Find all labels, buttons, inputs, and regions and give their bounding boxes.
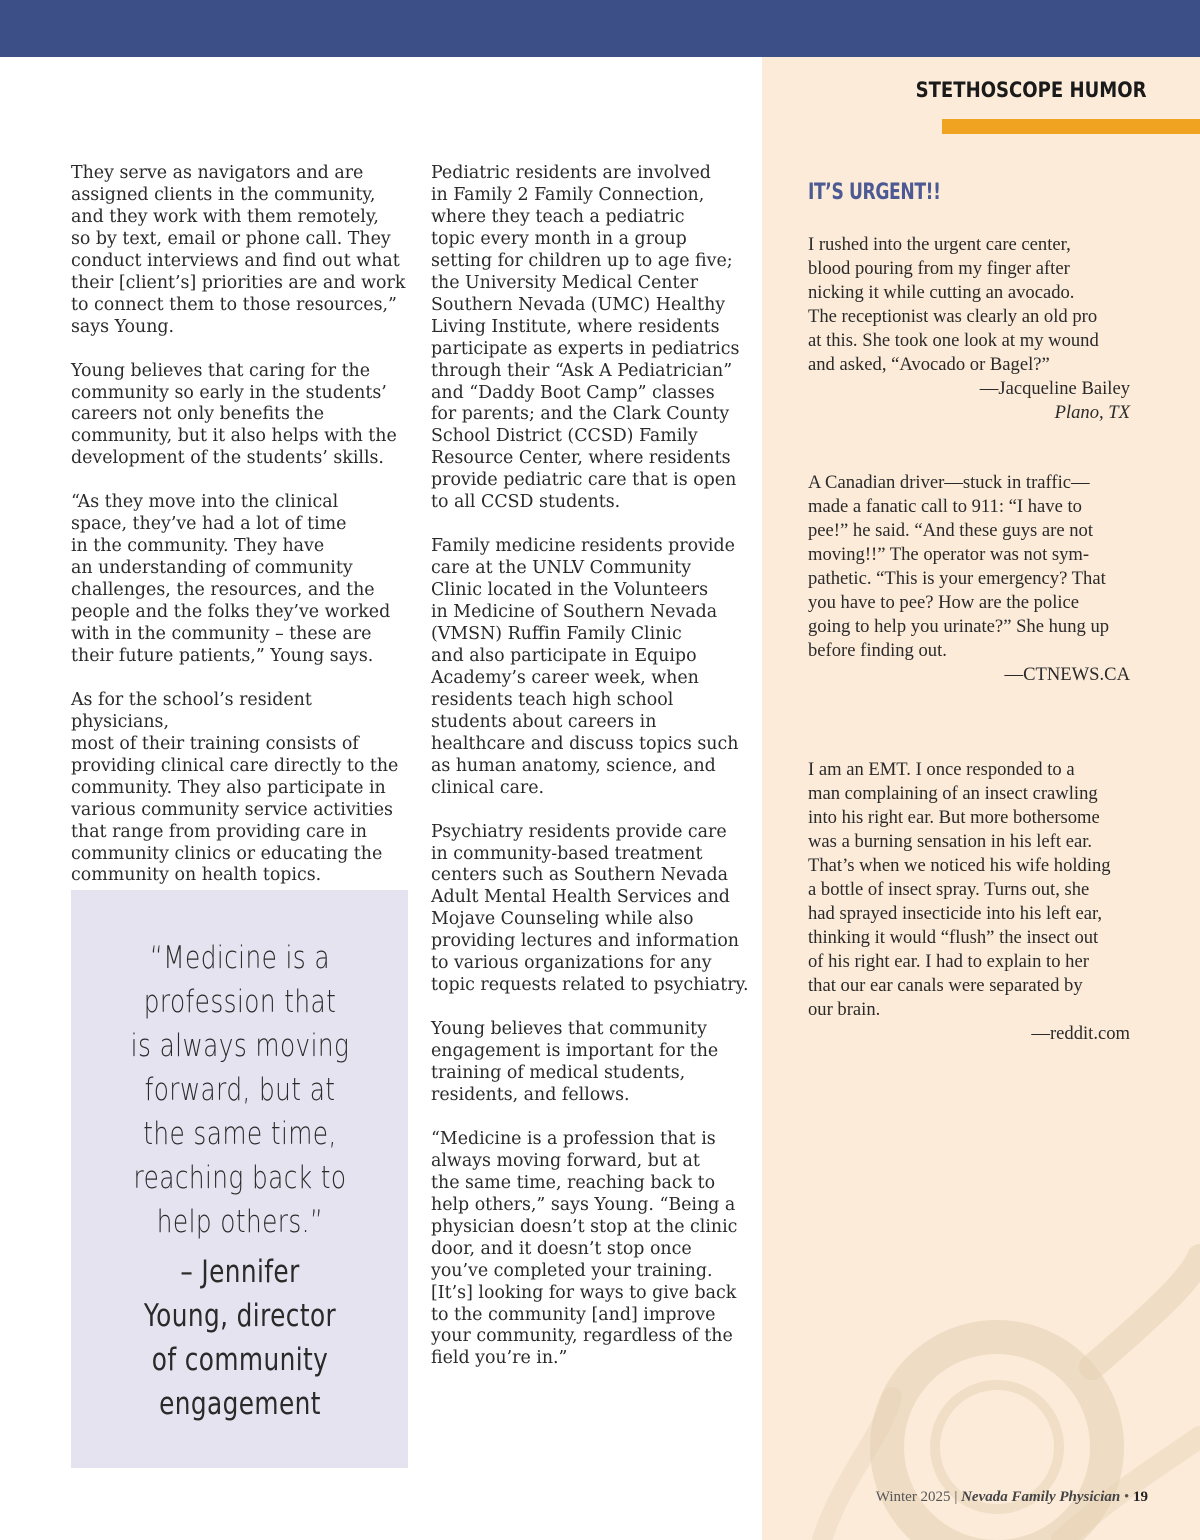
joke-source: —CTNEWS.CA	[1004, 664, 1130, 685]
joke-text: A Canadian driver—stuck in traffic— made a fanatic call to 911: “I have to pee!” he said. “And these guys are not moving!!” The operator was not sym- pathetic. “This is your emergency? That you have to pee? How are the police going to help you urinate?” She hung up before finding out.	[808, 472, 1110, 661]
pull-quote-text: “Medicine is a profession that is always moving forward, but at the same time, reaching back to help others.”	[130, 940, 350, 1240]
article-paragraph: “Medicine is a profession that is always moving forward, but at the same time, reaching back to help others,” says Young. “Being a physician doesn’t stop at the clinic door, and it doesn’t stop once you’ve completed your training. [It’s] looking for ways to give back to the community [and] improve your community, regardless of the field you’re in.”	[431, 1128, 738, 1369]
joke-text: I am an EMT. I once responded to a man complaining of an insect crawling into his right ear. But more bothersome was a burning sensation in his left ear. That’s when we noticed his wife holding a bottle of insect spray. Turns out, she had sprayed insecticide into his left ear, thinking it would “flush” the insect out of his right ear. I had to explain to her that our ear canals were separated by our brain.	[808, 759, 1111, 1020]
joke-location: Plano, TX	[1054, 402, 1130, 423]
pull-quote-attribution: – Jennifer Young, director of community engagement	[143, 1254, 337, 1422]
article-paragraph: “As they move into the clinical space, they’ve had a lot of time in the community. They have an understanding of community challenges, the resources, and the people and the folks they’ve worked with in the community – these are their future patients,” Young says.	[71, 492, 391, 666]
article-column-1	[71, 163, 411, 909]
joke-item	[808, 758, 1130, 1046]
joke-item	[808, 471, 1130, 687]
top-color-band	[0, 0, 1200, 57]
joke-source: —reddit.com	[1031, 1023, 1130, 1044]
page-footer	[876, 1489, 1148, 1506]
article-paragraph: As for the school’s resident physicians, most of their training consists of providing clinical care directly to the community. They also participate in various community service activities that range from providing care in community clinics or educating the community on health topics.	[71, 689, 399, 886]
joke-item	[808, 233, 1130, 425]
article-paragraph: They serve as navigators and are assigned clients in the community, and they work with them remotely, so by text, email or phone call. They conduct interviews and find out what their [client’s] priorities are and work to connect them to those resources,” says Young.	[71, 163, 406, 337]
joke-text: I rushed into the urgent care center, blood pouring from my finger after nicking it while cutting an avocado. The receptionist was clearly an old pro at this. She took one look at my wound and asked, “Avocado or Bagel?”	[808, 234, 1099, 375]
humor-title: IT’S URGENT!!	[808, 180, 941, 205]
section-accent-bar	[942, 119, 1200, 134]
footer-separator: |	[954, 1489, 958, 1505]
article-paragraph: Young believes that community engagement is important for the training of medical students, residents, and fellows.	[431, 1019, 719, 1105]
section-label: STETHOSCOPE HUMOR	[916, 78, 1147, 102]
article-paragraph: Family medicine residents provide care at the UNLV Community Clinic located in the Volunteers in Medicine of Southern Nevada (VMSN) Ruffin Family Clinic and also participate in Equipo Academy’s career week, when residents teach high school students about careers in healthcare and discuss topics such as human anatomy, science, and clinical care.	[431, 536, 739, 798]
article-paragraph: Pediatric residents are involved in Family 2 Family Connection, where they teach a pediatric topic every month in a group setting for children up to age five; the University Medical Center Southern Nevada (UMC) Healthy Living Institute, where residents participate as experts in pediatrics through their “Ask A Pediatrician” and “Daddy Boot Camp” classes for parents; and the Clark County School District (CCSD) Family Resource Center, where residents provide pediatric care that is open to all CCSD students.	[431, 163, 740, 513]
joke-source: —Jacqueline Bailey	[979, 378, 1130, 399]
page-number: 19	[1133, 1489, 1148, 1505]
article-column-2	[431, 163, 751, 1392]
footer-issue: Winter 2025	[875, 1489, 951, 1505]
footer-bullet: •	[1123, 1489, 1130, 1505]
footer-publication: Nevada Family Physician	[961, 1489, 1121, 1505]
article-paragraph: Young believes that caring for the community so early in the students’ careers not only benefits the community, but it also helps with the development of the students’ skills.	[71, 360, 397, 469]
article-paragraph: Psychiatry residents provide care in community-based treatment centers such as Southern Nevada Adult Mental Health Services and Mojave Counseling while also providing lectures and information to various organizations for any topic requests related to psychiatry.	[431, 821, 749, 996]
